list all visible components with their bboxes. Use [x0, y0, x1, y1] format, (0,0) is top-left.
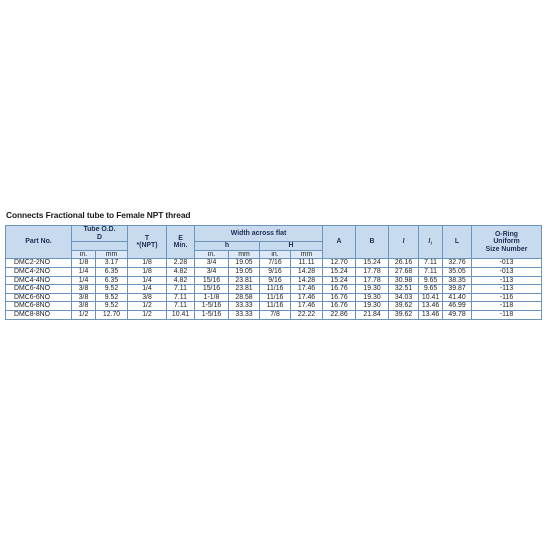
table-cell: 3/4: [195, 259, 229, 268]
table-cell: 17.46: [291, 285, 323, 294]
table-cell: 17.78: [356, 267, 389, 276]
part-number-cell: DMC2-2NO: [6, 259, 72, 268]
header-b: B: [356, 226, 389, 259]
table-cell: 15.24: [356, 259, 389, 268]
header-unit-mm: mm: [229, 250, 260, 259]
header-l-big: L: [443, 226, 472, 259]
header-a: A: [323, 226, 356, 259]
table-cell: 32.51: [389, 285, 419, 294]
table-cell: 9.52: [96, 285, 128, 294]
header-unit-mm: mm: [291, 250, 323, 259]
table-cell: 10.41: [419, 293, 443, 302]
table-cell: 9.65: [419, 285, 443, 294]
table-cell: 49.78: [443, 310, 472, 319]
part-number-cell: DMC4-2NO: [6, 267, 72, 276]
table-cell: 1-1/8: [195, 293, 229, 302]
table-cell: 1/4: [72, 276, 96, 285]
table-cell: 17.46: [291, 293, 323, 302]
table-cell: -013: [472, 267, 542, 276]
table-cell: 22.22: [291, 310, 323, 319]
table-cell: 21.84: [356, 310, 389, 319]
table-cell: 7.11: [419, 267, 443, 276]
table-cell: 39.62: [389, 302, 419, 311]
table-row: [6, 267, 542, 276]
table-row: [6, 285, 542, 294]
table-cell: -118: [472, 310, 542, 319]
fittings-spec-table: [5, 225, 542, 320]
table-cell: 39.87: [443, 285, 472, 294]
table-cell: 1/4: [128, 285, 167, 294]
table-cell: 12.70: [96, 310, 128, 319]
table-cell: 34.03: [389, 293, 419, 302]
table-body: [6, 259, 542, 319]
header-h-big: H: [260, 242, 323, 251]
header-e-label: E: [178, 234, 183, 242]
table-cell: 1-5/16: [195, 302, 229, 311]
header-e: [167, 226, 195, 259]
table-cell: 15/16: [195, 276, 229, 285]
table-cell: 1/2: [128, 310, 167, 319]
table-cell: 11.11: [291, 259, 323, 268]
header-o-ring-line2: Uniform: [493, 238, 520, 246]
table-cell: 35.05: [443, 267, 472, 276]
table-cell: 6.35: [96, 276, 128, 285]
part-number-cell: DMC4-4NO: [6, 276, 72, 285]
table-cell: 3/8: [72, 302, 96, 311]
table-cell: -116: [472, 293, 542, 302]
table-cell: 16.76: [323, 302, 356, 311]
table-cell: 1/8: [128, 259, 167, 268]
header-t-label: T: [144, 234, 150, 242]
table-cell: 22.86: [323, 310, 356, 319]
table-cell: 14.28: [291, 267, 323, 276]
header-unit-mm: mm: [96, 250, 128, 259]
table-cell: 1-5/16: [195, 310, 229, 319]
table-cell: 13.46: [419, 302, 443, 311]
table-cell: 26.16: [389, 259, 419, 268]
table-cell: 16.76: [323, 285, 356, 294]
table-cell: 30.98: [389, 276, 419, 285]
table-cell: 15.24: [323, 267, 356, 276]
table-cell: 41.40: [443, 293, 472, 302]
header-h-small: h: [195, 242, 260, 251]
table-cell: 28.58: [229, 293, 260, 302]
table-row: [6, 302, 542, 311]
header-l1: l₁: [419, 226, 443, 259]
header-tube-od-symbol: D: [97, 233, 102, 241]
table-cell: -113: [472, 285, 542, 294]
table-cell: 7/16: [260, 259, 291, 268]
part-number-cell: DMC6-8NO: [6, 302, 72, 311]
table-cell: 16.76: [323, 293, 356, 302]
header-unit-in: in.: [260, 250, 291, 259]
table-cell: 17.78: [356, 276, 389, 285]
part-number-cell: DMC6-4NO: [6, 285, 72, 294]
table-cell: -118: [472, 302, 542, 311]
table-cell: 7.11: [419, 259, 443, 268]
table-cell: 11/16: [260, 293, 291, 302]
table-cell: 1/2: [72, 310, 96, 319]
table-cell: 9.52: [96, 302, 128, 311]
table-cell: 2.28: [167, 259, 195, 268]
table-cell: 19.05: [229, 259, 260, 268]
table-cell: 3/8: [72, 285, 96, 294]
table-cell: 23.81: [229, 276, 260, 285]
table-cell: 19.30: [356, 293, 389, 302]
header-t: [128, 226, 167, 259]
table-cell: 7.11: [167, 302, 195, 311]
table-cell: 1/8: [72, 259, 96, 268]
table-row: [6, 293, 542, 302]
table-cell: 1/4: [72, 267, 96, 276]
table-cell: 19.30: [356, 302, 389, 311]
header-unit-in: in.: [195, 250, 229, 259]
table-cell: 3/4: [195, 267, 229, 276]
table-cell: 14.28: [291, 276, 323, 285]
table-cell: 9.65: [419, 276, 443, 285]
table-cell: 7.11: [167, 293, 195, 302]
table-cell: 32.76: [443, 259, 472, 268]
table-cell: 11/16: [260, 285, 291, 294]
table-cell: 1/4: [128, 276, 167, 285]
table-cell: 33.33: [229, 310, 260, 319]
table-cell: 38.35: [443, 276, 472, 285]
table-row: [6, 259, 542, 268]
table-cell: 1/8: [128, 267, 167, 276]
table-cell: 10.41: [167, 310, 195, 319]
header-width-across-flat: Width across flat: [195, 226, 323, 242]
table-cell: 3/8: [128, 293, 167, 302]
table-cell: 19.30: [356, 285, 389, 294]
table-row: [6, 276, 542, 285]
table-cell: 7.11: [167, 285, 195, 294]
table-cell: 7/8: [260, 310, 291, 319]
table-cell: 1/2: [128, 302, 167, 311]
table-cell: 9/16: [260, 267, 291, 276]
part-number-cell: DMC6-6NO: [6, 293, 72, 302]
table-cell: 15.24: [323, 276, 356, 285]
header-e-sub: Min.: [173, 242, 188, 250]
header-part-no: Part No.: [6, 226, 72, 259]
header-l-small: l: [389, 226, 419, 259]
table-cell: 27.68: [389, 267, 419, 276]
part-number-cell: DMC8-8NO: [6, 310, 72, 319]
header-o-ring-line3: Size Number: [485, 245, 528, 253]
table-cell: 17.46: [291, 302, 323, 311]
table-cell: 11/16: [260, 302, 291, 311]
table-cell: -113: [472, 276, 542, 285]
table-cell: 46.99: [443, 302, 472, 311]
table-cell: 12.70: [323, 259, 356, 268]
header-tube-od-label: Tube O.D.: [83, 226, 116, 233]
table-cell: -013: [472, 259, 542, 268]
header-tube-od: [72, 226, 128, 242]
table-cell: 19.05: [229, 267, 260, 276]
table-cell: 3/8: [72, 293, 96, 302]
table-cell: 4.82: [167, 276, 195, 285]
table-cell: 13.46: [419, 310, 443, 319]
table-cell: 9/16: [260, 276, 291, 285]
header-o-ring: [472, 226, 542, 259]
header-unit-in: in.: [72, 250, 96, 259]
table-cell: 15/16: [195, 285, 229, 294]
table-cell: 6.35: [96, 267, 128, 276]
header-o-ring-line1: O-Ring: [495, 230, 519, 238]
table-row: [6, 310, 542, 319]
header-tube-od-spacer: [72, 242, 128, 251]
table-cell: 3.17: [96, 259, 128, 268]
header-t-sub: *(NPT): [136, 242, 158, 250]
table-cell: 9.52: [96, 293, 128, 302]
table-cell: 4.82: [167, 267, 195, 276]
table-cell: 33.33: [229, 302, 260, 311]
table-cell: 23.81: [229, 285, 260, 294]
table-cell: 39.62: [389, 310, 419, 319]
table-title: Connects Fractional tube to Female NPT thread: [6, 210, 191, 220]
